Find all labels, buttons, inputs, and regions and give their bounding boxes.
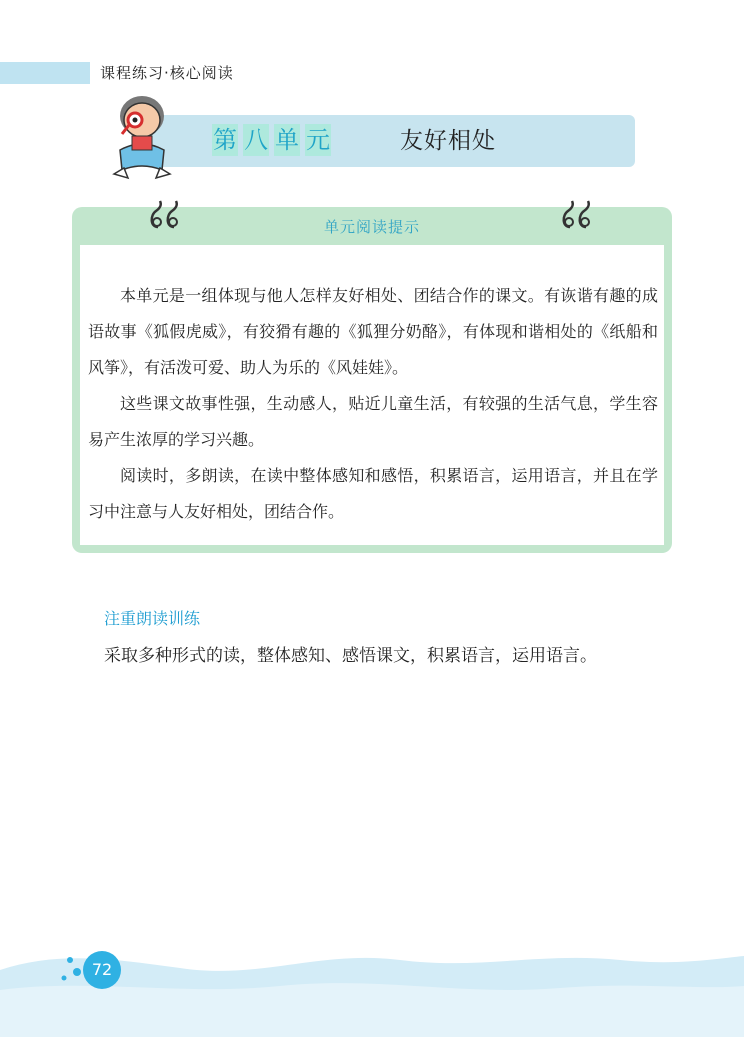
- reading-tips-text: [88, 278, 658, 530]
- section-text: 采取多种形式的读，整体感知、感悟课文，积累语言，运用语言。: [104, 646, 597, 666]
- page-number-badge: 72: [83, 951, 121, 989]
- tips-paragraph: 本单元是一组体现与他人怎样友好相处、团结合作的课文。有诙谐有趣的成语故事《狐假虎威》，有狡猾有趣的《狐狸分奶酪》，有体现和谐相处的《纸船和风筝》，有活泼可爱、助人为乐的《风娃娃》。: [88, 286, 658, 377]
- unit-number-char: 元: [306, 126, 330, 154]
- tips-paragraph: 阅读时，多朗读，在读中整体感知和感悟，积累语言，运用语言，并且在学习中注意与人友好相处，团结合作。: [88, 466, 658, 521]
- unit-number-char: 八: [244, 126, 268, 154]
- unit-number-char: 第: [213, 126, 237, 154]
- unit-number-label: [212, 124, 331, 156]
- section-heading: 注重朗读训练: [104, 609, 201, 628]
- reading-tips-title: 单元阅读提示: [323, 218, 420, 236]
- reading-child-mascot-icon: [102, 88, 182, 188]
- running-header: 课程练习·核心阅读: [100, 64, 234, 82]
- header-color-strip: [0, 62, 90, 84]
- unit-number-char: 单: [275, 126, 299, 154]
- tips-paragraph: 这些课文故事性强，生动感人，贴近儿童生活，有较强的生活气息，学生容易产生浓厚的学习兴趣。: [88, 394, 658, 449]
- unit-title: 友好相处: [400, 128, 496, 154]
